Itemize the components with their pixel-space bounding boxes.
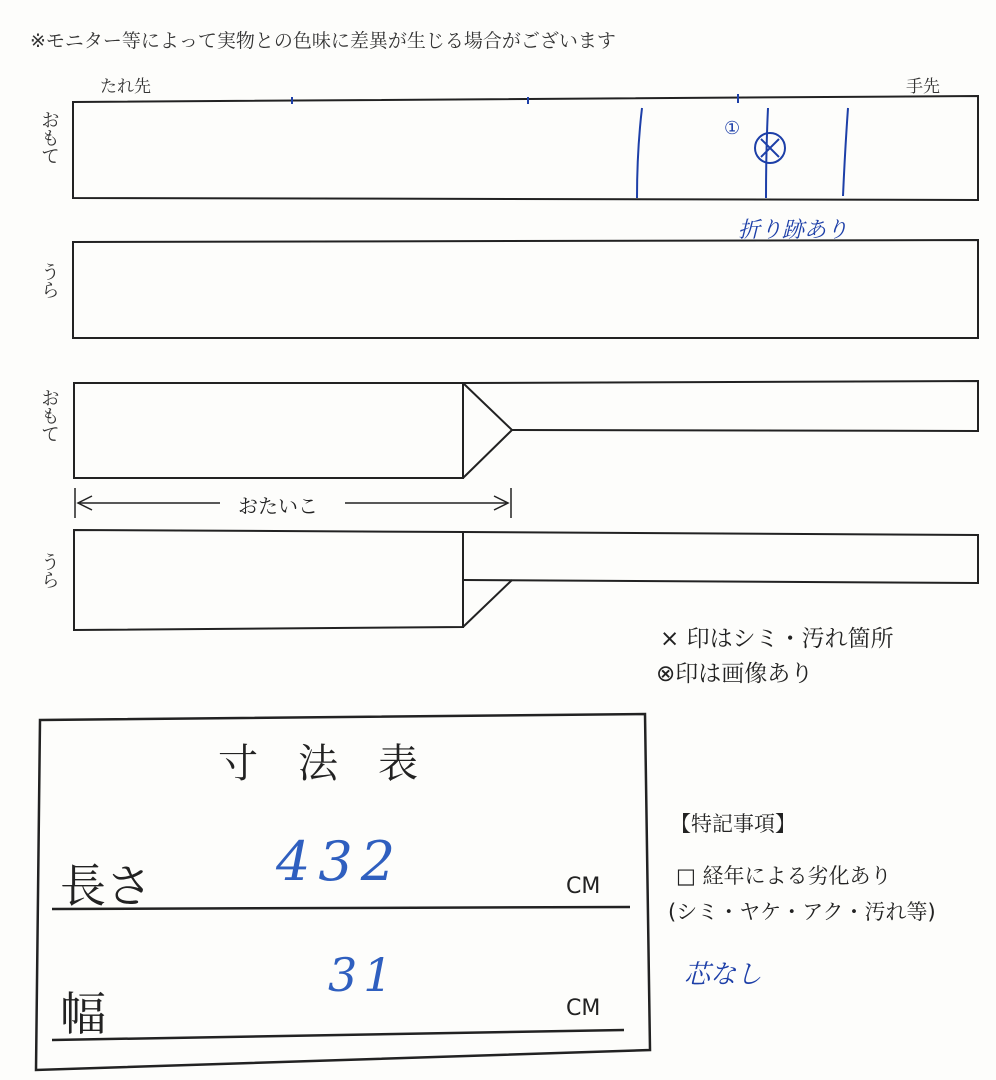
blue-fold-lines	[637, 108, 848, 198]
aging-checkbox-text: □ 経年による劣化あり	[676, 864, 892, 888]
te-saki-label: 手先	[906, 77, 940, 97]
aging-checkbox-subtext: (シミ・ヤケ・アク・汚れ等)	[668, 900, 936, 924]
length-label: 長さ	[60, 859, 152, 913]
special-notes-heading: 【特記事項】	[670, 812, 796, 836]
handwritten-fold-note: 折り跡あり	[738, 218, 849, 243]
width-value: 31	[328, 948, 399, 1002]
strip-omote-full	[73, 96, 978, 200]
strip-ura-taiko	[74, 530, 978, 630]
handwritten-no-core-note: 芯なし	[684, 960, 763, 990]
length-value: 432	[276, 830, 404, 893]
otaiko-label: おたいこ	[238, 494, 318, 518]
length-unit: CM	[566, 874, 601, 899]
diagram2-ura-label: うら	[38, 262, 60, 298]
strip-omote-taiko	[74, 381, 978, 478]
circle-x-mark-icon	[755, 133, 785, 163]
tare-saki-label: たれ先	[100, 77, 151, 97]
diagram3-omote-label: おもて	[38, 388, 60, 442]
strip-ura-full	[73, 240, 978, 338]
circled-number-annotation: ①	[724, 118, 741, 139]
legend-stain-marker: × 印はシミ・汚れ箇所	[660, 626, 894, 652]
diagram4-ura-label: うら	[38, 552, 60, 588]
width-label: 幅	[60, 987, 106, 1041]
width-unit: CM	[566, 996, 601, 1021]
color-disclaimer: ※モニター等によって実物との色味に差異が生じる場合がございます	[30, 30, 616, 52]
measurement-table-title: 寸法表	[218, 741, 458, 787]
legend-image-marker: ⊗印は画像あり	[656, 661, 814, 687]
diagram1-omote-label: おもて	[38, 110, 60, 164]
